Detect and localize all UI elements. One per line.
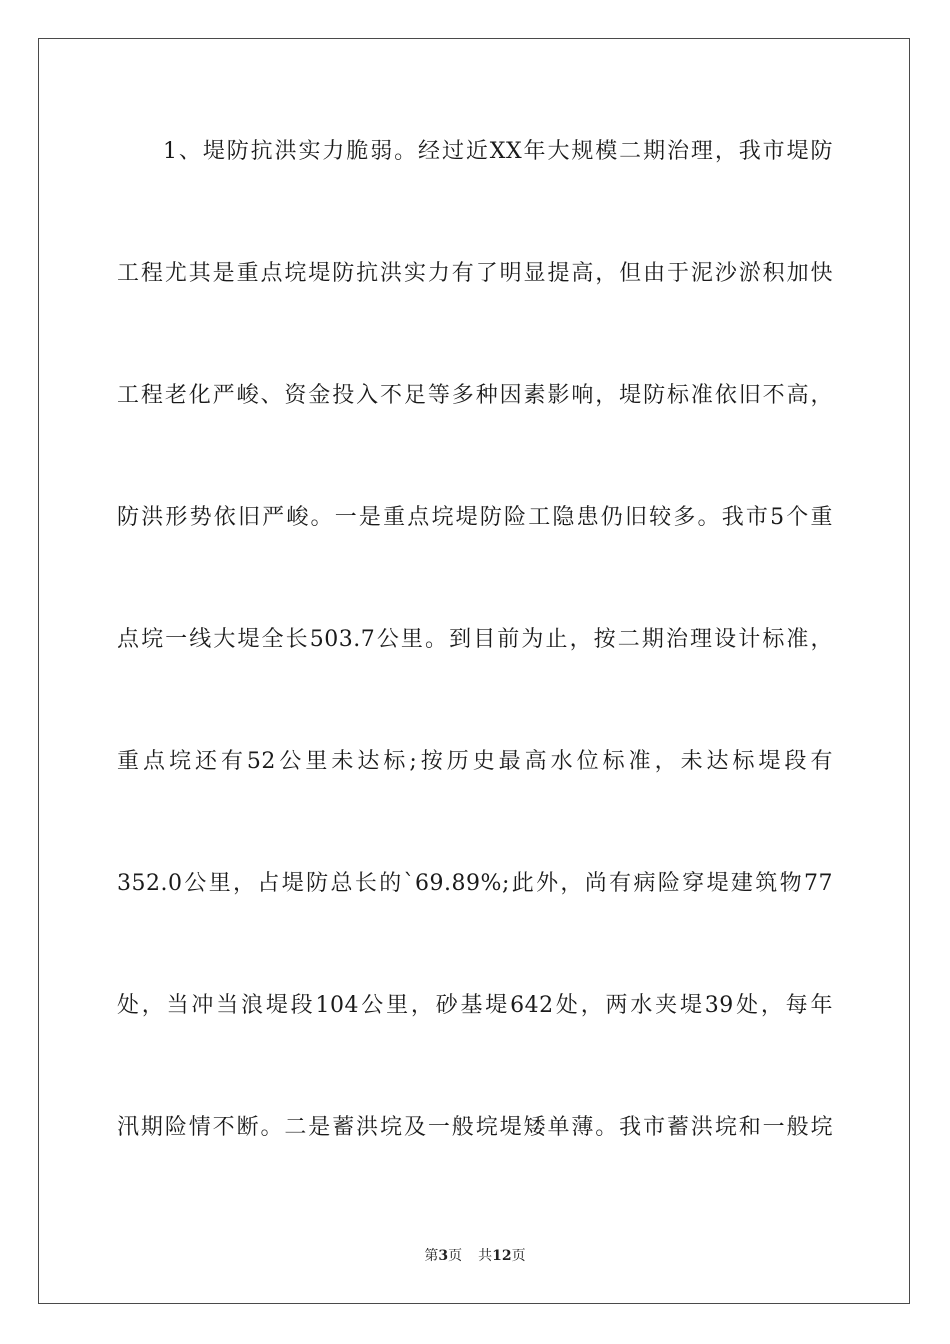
paragraph-line: 点垸一线大堤全长503.7公里。到目前为止，按二期治理设计标准，: [117, 627, 833, 652]
page-number: 3: [438, 1248, 449, 1264]
paragraph-line: 工程老化严峻、资金投入不足等多种因素影响，堤防标准依旧不高，: [117, 383, 833, 408]
paragraph-line: 处，当冲当浪堤段104公里，砂基堤642处，两水夹堤39处，每年: [117, 993, 833, 1018]
paragraph-line: 352.0公里，占堤防总长的`69.89%;此外，尚有病险穿堤建筑物77: [117, 871, 833, 896]
paragraph-line: 重点垸还有52公里未达标;按历史最高水位标准，未达标堤段有: [117, 749, 833, 774]
paragraph-line: 1、堤防抗洪实力脆弱。经过近XX年大规模二期治理，我市堤防: [163, 139, 833, 164]
total-pages: 12: [492, 1248, 512, 1264]
total-prefix: 共: [478, 1248, 493, 1264]
page-suffix: 页: [448, 1248, 463, 1264]
page-prefix: 第: [424, 1248, 439, 1264]
paragraph-line: 汛期险情不断。二是蓄洪垸及一般垸堤矮单薄。我市蓄洪垸和一般垸: [117, 1115, 833, 1140]
paragraph-line: 工程尤其是重点垸堤防抗洪实力有了明显提高，但由于泥沙淤积加快: [117, 261, 833, 286]
page-footer: [0, 1246, 950, 1266]
total-suffix: 页: [511, 1248, 526, 1264]
paragraph-line: 防洪形势依旧严峻。一是重点垸堤防险工隐患仍旧较多。我市5个重: [117, 505, 833, 530]
